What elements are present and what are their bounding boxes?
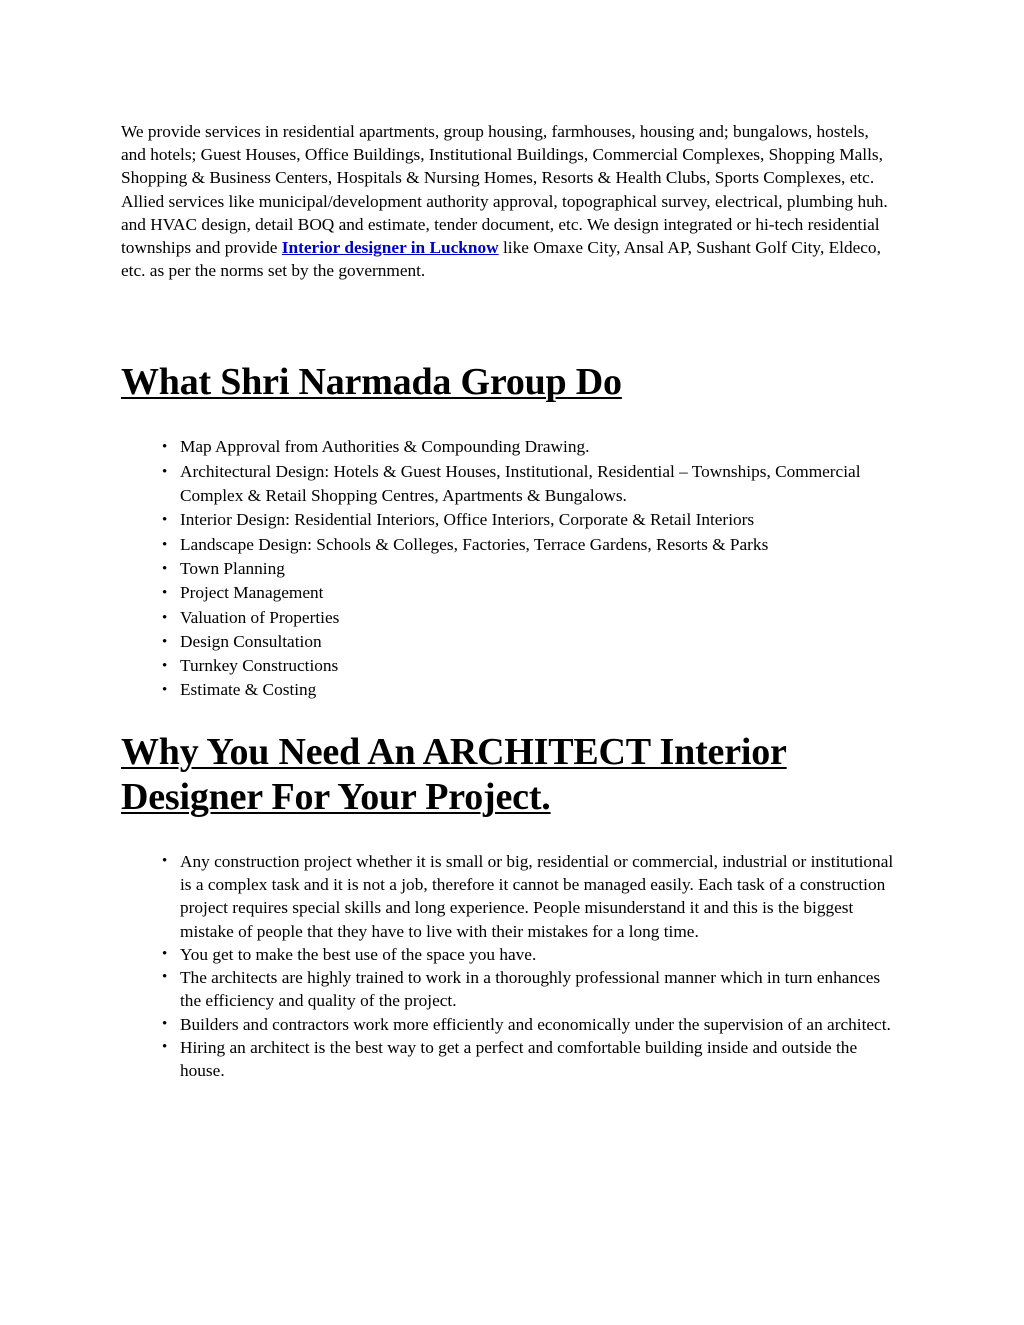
interior-designer-link[interactable]: Interior designer in Lucknow: [281, 238, 499, 258]
intro-paragraph: [121, 120, 896, 282]
intro-text-after-link: like Omaxe City, Ansal AP, Sushant Golf City, Eldeco, etc. as per the norms set by the government.: [121, 238, 881, 281]
services-list: [121, 435, 911, 702]
list-item: • Landscape Design: Schools & Colleges, Factories, Terrace Gardens, Resorts & Parks: [180, 533, 911, 557]
list-item: • You get to make the best use of the space you have.: [180, 943, 905, 966]
list-item: • Interior Design: Residential Interiors, Office Interiors, Corporate & Retail Interiors: [180, 508, 911, 532]
list-item: • Architectural Design: Hotels & Guest Houses, Institutional, Residential – Townships, Commercial Complex & Retail Shopping Centres, Apartments & Bungalows.: [180, 460, 911, 509]
section-heading-services: What Shri Narmada Group Do: [121, 361, 622, 404]
intro-text-before-link: We provide services in residential apartments, group housing, farmhouses, housing and; bungalows, hostels, and hotels; Guest Houses, Office Buildings, Institutional Buildings, Commercial Complexes, Shopping Malls, Shopping & Business Centers, Hospitals & Nursing Homes, Resorts & Health Clubs, Sports Complexes, etc. Allied services like municipal/development authority approval, topographical survey, electrical, plumbing huh. and HVAC design, detail BOQ and estimate, tender document, etc. We design integrated or hi-tech residential townships and provide: [121, 122, 888, 258]
list-item: • Hiring an architect is the best way to get a perfect and comfortable building inside and outside the house.: [180, 1036, 905, 1083]
list-item: • Valuation of Properties: [180, 606, 911, 630]
list-item: • Builders and contractors work more efficiently and economically under the supervision of an architect.: [180, 1013, 905, 1036]
list-item: • Estimate & Costing: [180, 678, 911, 702]
list-item: • Any construction project whether it is small or big, residential or commercial, industrial or institutional is a complex task and it is not a job, therefore it cannot be managed easily. Each task of a construction project requires special skills and long experience. People misunderstand it and this is the biggest mistake of people that they have to live with their mistakes for a long time.: [180, 850, 905, 943]
list-item: • Design Consultation: [180, 630, 911, 654]
list-item: • Town Planning: [180, 557, 911, 581]
list-item: • Turnkey Constructions: [180, 654, 911, 678]
list-item: • The architects are highly trained to work in a thoroughly professional manner which in turn enhances the efficiency and quality of the project.: [180, 966, 905, 1013]
list-item: • Project Management: [180, 581, 911, 605]
list-item: • Map Approval from Authorities & Compounding Drawing.: [180, 435, 911, 459]
reasons-list: [121, 850, 911, 1083]
document-page: [121, 120, 911, 1083]
section-heading-why-architect: Why You Need An ARCHITECT Interior Designer For Your Project.: [121, 730, 787, 818]
